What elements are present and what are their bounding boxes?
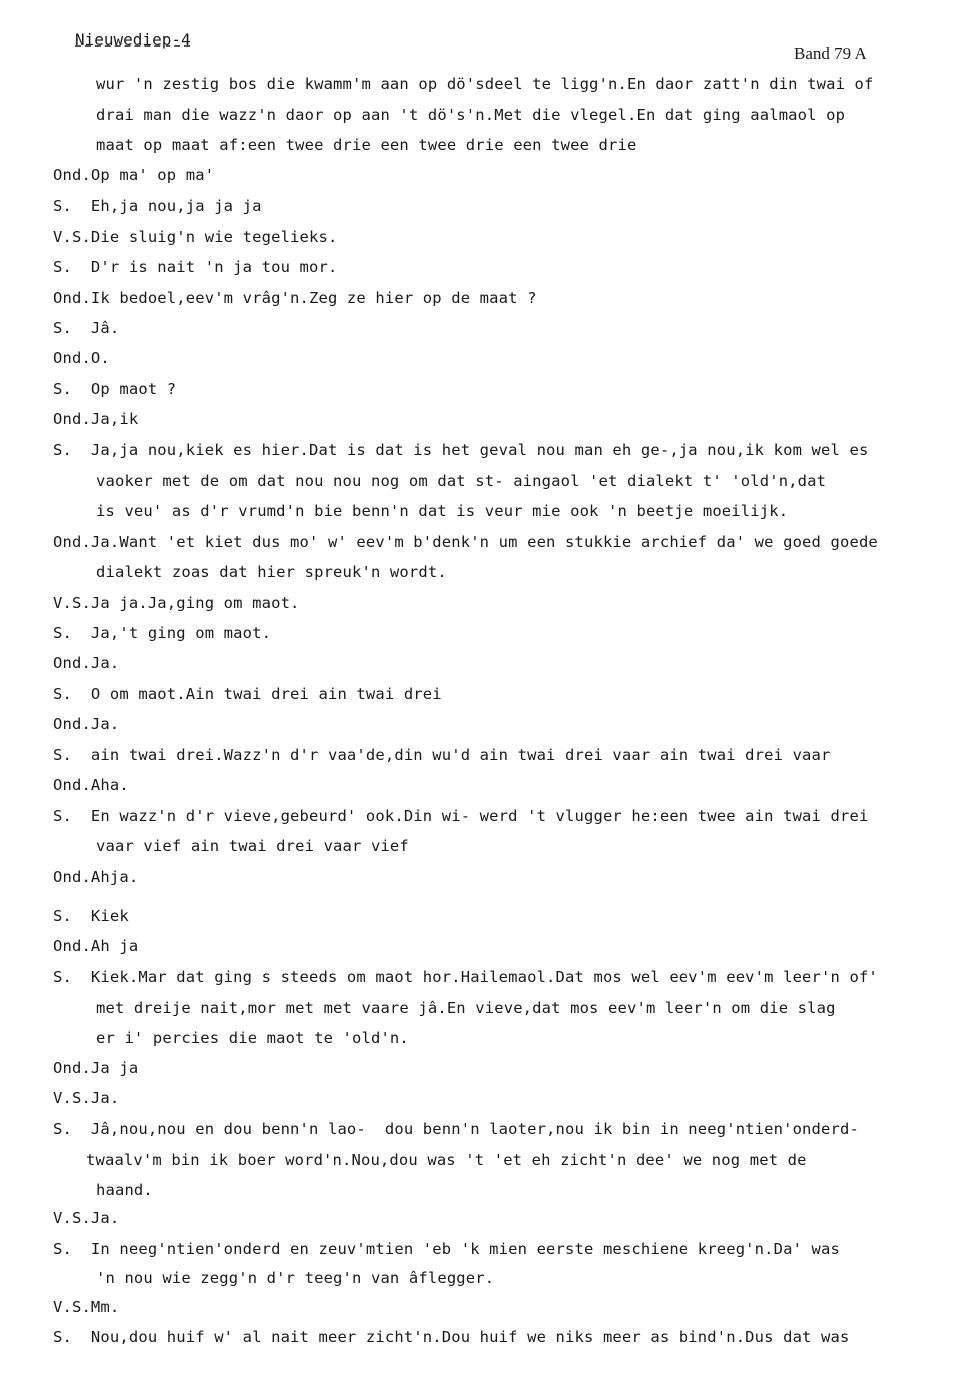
transcript-line: V.S.Ja. [53, 1209, 120, 1227]
transcript-line: S. Op maot ? [53, 380, 177, 398]
transcript-line: Ond.Aha. [53, 776, 129, 794]
transcript-line: S. Kiek [53, 907, 129, 925]
transcript-line: Ond.Ah ja [53, 937, 139, 955]
transcript-line: V.S.Ja. [53, 1089, 120, 1107]
transcript-line: vaoker met de om dat nou nou nog om dat st- aingaol 'et dialekt t' 'old'n,dat [96, 472, 827, 490]
transcript-line: drai man die wazz'n daor op aan 't dö's'n.Met die vlegel.En dat ging aalmaol op [96, 106, 846, 124]
transcript-line: S. Ja,ja nou,kiek es hier.Dat is dat is het geval nou man eh ge-,ja nou,ik kom wel es [53, 441, 869, 459]
transcript-line: S. Jâ. [53, 319, 120, 337]
transcript-line: Ond.Ja ja [53, 1059, 139, 1077]
transcript-line: Ond.Op ma' op ma' [53, 166, 215, 184]
transcript-line: S. En wazz'n d'r vieve,gebeurd' ook.Din wi- werd 't vlugger he:een twee ain twai drei [53, 807, 869, 825]
transcript-line: V.S.Die sluig'n wie tegelieks. [53, 228, 338, 246]
transcript-line: Ond.Ja,ik [53, 410, 139, 428]
transcript-line: Ond.Ja. [53, 715, 120, 733]
transcript-line: haand. [96, 1181, 153, 1199]
transcript-line: Ond.Ahja. [53, 868, 139, 886]
transcript-line: wur 'n zestig bos die kwamm'm aan op dö'sdeel te ligg'n.En daor zatt'n din twai of [96, 75, 874, 93]
transcript-line: V.S.Mm. [53, 1298, 120, 1316]
transcript-line: vaar vief ain twai drei vaar vief [96, 837, 409, 855]
transcript-line: dialekt zoas dat hier spreuk'n wordt. [96, 563, 447, 581]
transcript-line: 'n nou wie zegg'n d'r teeg'n van âflegger. [96, 1269, 495, 1287]
transcript-line: V.S.Ja ja.Ja,ging om maot. [53, 594, 300, 612]
transcript-line: S. ain twai drei.Wazz'n d'r vaa'de,din wu'd ain twai drei vaar ain twai drei vaar [53, 746, 831, 764]
transcript-line: S. D'r is nait 'n ja tou mor. [53, 258, 338, 276]
transcript-line: S. Jâ,nou,nou en dou benn'n lao- dou benn'n laoter,nou ik bin in neeg'ntien'onderd- [53, 1120, 859, 1138]
transcript-line: S. O om maot.Ain twai drei ain twai drei [53, 685, 442, 703]
band-label: Band 79 A [794, 44, 867, 63]
transcript-line: S. Ja,'t ging om maot. [53, 624, 272, 642]
transcript-line: Ond.Ja.Want 'et kiet dus mo' w' eev'm b'denk'n um een stukkie archief da' we goed goede [53, 533, 878, 551]
transcript-line: Ond.O. [53, 349, 110, 367]
transcript-line: maat op maat af:een twee drie een twee drie een twee drie [96, 136, 637, 154]
transcript-line: S. Nou,dou huif w' al nait meer zicht'n.Dou huif we niks meer as bind'n.Dus dat was [53, 1328, 850, 1346]
page-title: Nieuwediep-4 [75, 30, 191, 49]
transcript-line: met dreije nait,mor met met vaare jâ.En vieve,dat mos eev'm leer'n om die slag [96, 999, 836, 1017]
transcript-line: Ond.Ja. [53, 654, 120, 672]
transcript-line: Ond.Ik bedoel,eev'm vrâg'n.Zeg ze hier op de maat ? [53, 289, 537, 307]
transcript-line: er i' percies die maot te 'old'n. [96, 1029, 409, 1047]
transcript-line: S. Kiek.Mar dat ging s steeds om maot hor.Hailemaol.Dat mos wel eev'm eev'm leer'n of' [53, 968, 878, 986]
transcript-line: S. Eh,ja nou,ja ja ja [53, 197, 262, 215]
transcript-line: twaalv'm bin ik boer word'n.Nou,dou was 't 'et eh zicht'n dee' we nog met de [86, 1151, 807, 1169]
transcript-line: is veu' as d'r vrumd'n bie benn'n dat is veur mie ook 'n beetje moeilijk. [96, 502, 789, 520]
transcript-line: S. In neeg'ntien'onderd en zeuv'mtien 'eb 'k mien eerste meschiene kreeg'n.Da' was [53, 1240, 840, 1258]
